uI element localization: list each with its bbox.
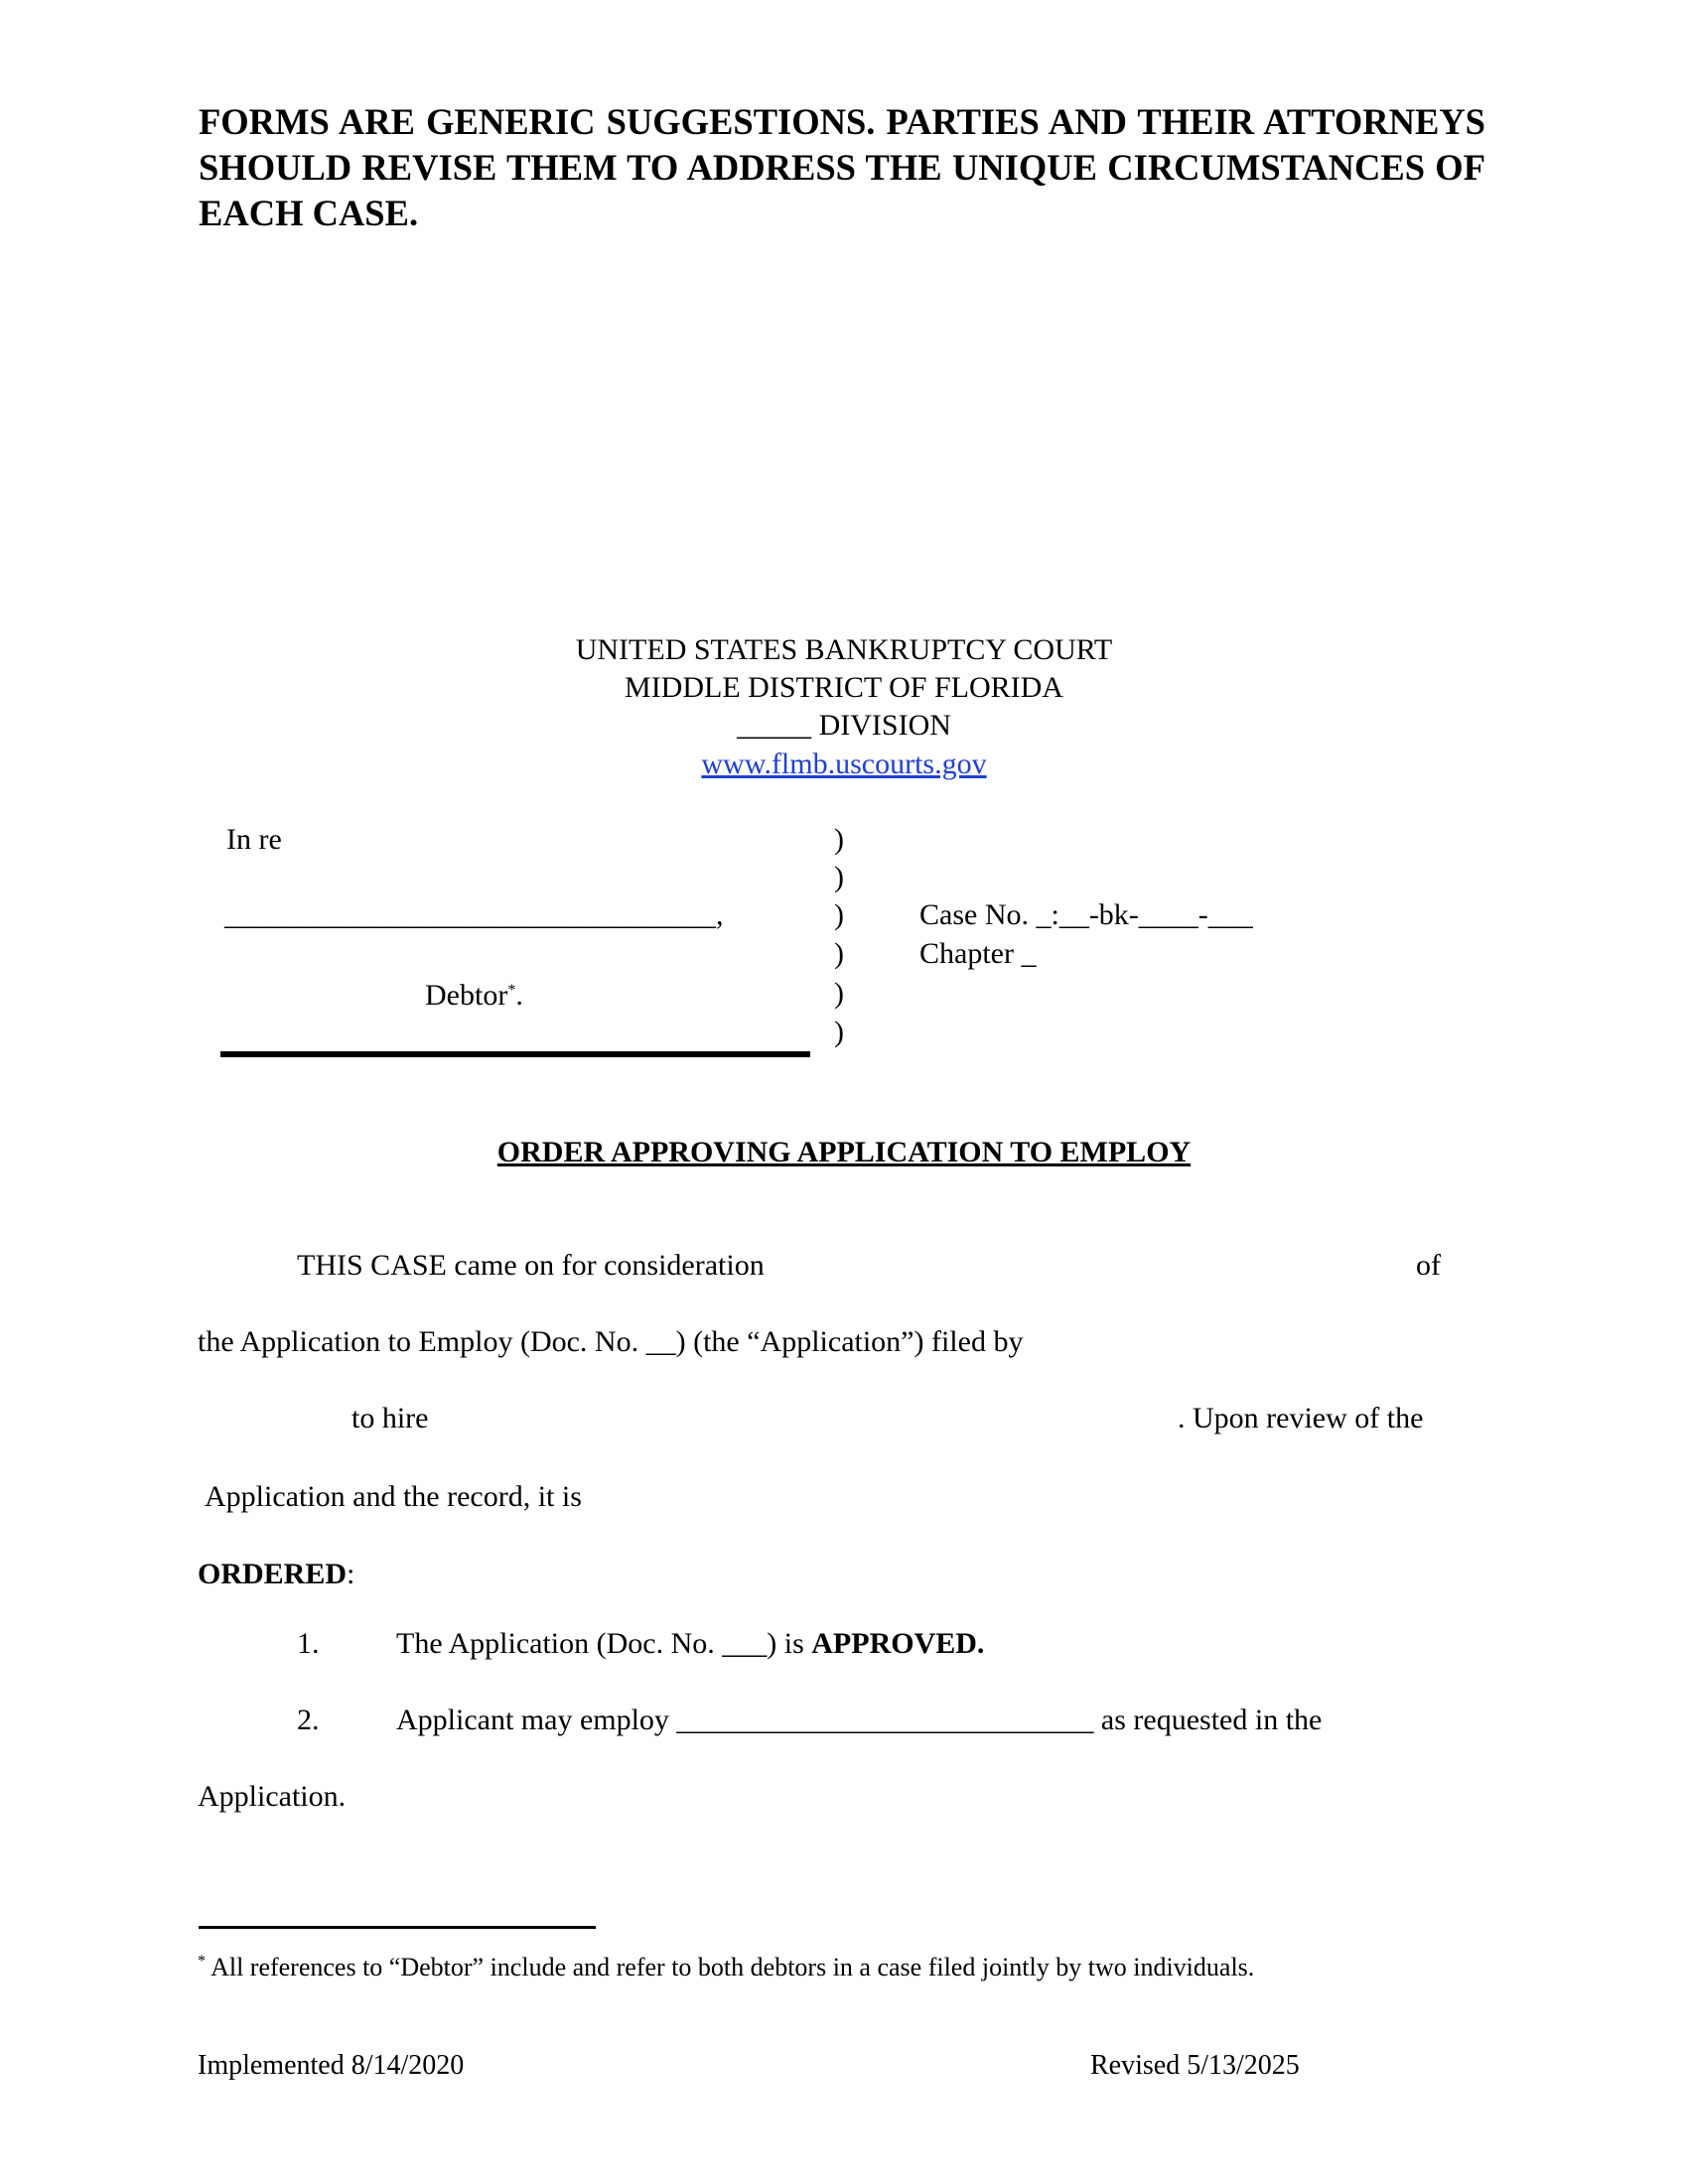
case-number: Case No. _:__-bk-____-___ bbox=[919, 898, 1253, 931]
caption-rule bbox=[220, 1051, 810, 1057]
ordered-heading: ORDERED: bbox=[198, 1558, 355, 1590]
item-2-continuation: Application. bbox=[198, 1780, 347, 1813]
order-title: ORDER APPROVING APPLICATION TO EMPLOY bbox=[496, 1136, 1192, 1168]
body-line-2: the Application to Employ (Doc. No. __) (the “Application”) filed by bbox=[198, 1325, 1024, 1358]
approved-label: APPROVED. bbox=[811, 1627, 985, 1660]
disclaimer: FORMS ARE GENERIC SUGGESTIONS. PARTIES AND THEIR ATTORNEYS SHOULD REVISE THEM TO ADDRESS THE UNIQUE CIRCUMSTANCES OF EACH CASE. bbox=[199, 101, 1485, 233]
footnote-marker: * bbox=[198, 1953, 206, 1970]
body-line-1-end: of bbox=[1416, 1249, 1441, 1282]
body-line-3-start: to hire bbox=[352, 1402, 429, 1434]
court-district: MIDDLE DISTRICT OF FLORIDA bbox=[625, 671, 1063, 704]
debtor-label: Debtor*. bbox=[425, 979, 523, 1012]
court-website-row bbox=[0, 746, 1688, 783]
revised-date: Revised 5/13/2025 bbox=[1090, 2050, 1300, 2081]
implemented-date: Implemented 8/14/2020 bbox=[198, 2050, 465, 2081]
footnote: * All references to “Debtor” include and refer to both debtors in a case filed jointly by two individuals. bbox=[198, 1953, 1255, 1981]
item-2-text: Applicant may employ ____________________________ as requested in the bbox=[396, 1704, 1323, 1736]
item-number: 2. bbox=[297, 1704, 320, 1736]
footnote-rule bbox=[199, 1926, 596, 1929]
body-line-4: Application and the record, it is bbox=[205, 1480, 582, 1513]
court-division: _____ DIVISION bbox=[737, 709, 951, 742]
court-website-link[interactable]: www.flmb.uscourts.gov bbox=[701, 748, 987, 780]
debtor-footnote-marker: * bbox=[507, 982, 516, 999]
caption-paren: ) bbox=[834, 898, 844, 931]
caption-paren: ) bbox=[834, 977, 844, 1010]
chapter-number: Chapter _ bbox=[919, 937, 1037, 970]
court-name: UNITED STATES BANKRUPTCY COURT bbox=[575, 633, 1113, 666]
caption-paren: ) bbox=[834, 823, 844, 856]
item-1-text: The Application (Doc. No. ___) is APPROVED. bbox=[396, 1627, 985, 1660]
item-number: 1. bbox=[297, 1627, 320, 1660]
caption-paren: ) bbox=[834, 937, 844, 970]
body-line-3-end: . Upon review of the bbox=[1178, 1402, 1424, 1434]
body-line-1-start: THIS CASE came on for consideration bbox=[297, 1249, 765, 1282]
caption-paren: ) bbox=[834, 861, 844, 893]
debtor-name-blank: _________________________________, bbox=[224, 898, 724, 931]
in-re-label: In re bbox=[226, 823, 282, 856]
caption-paren: ) bbox=[834, 1016, 844, 1048]
